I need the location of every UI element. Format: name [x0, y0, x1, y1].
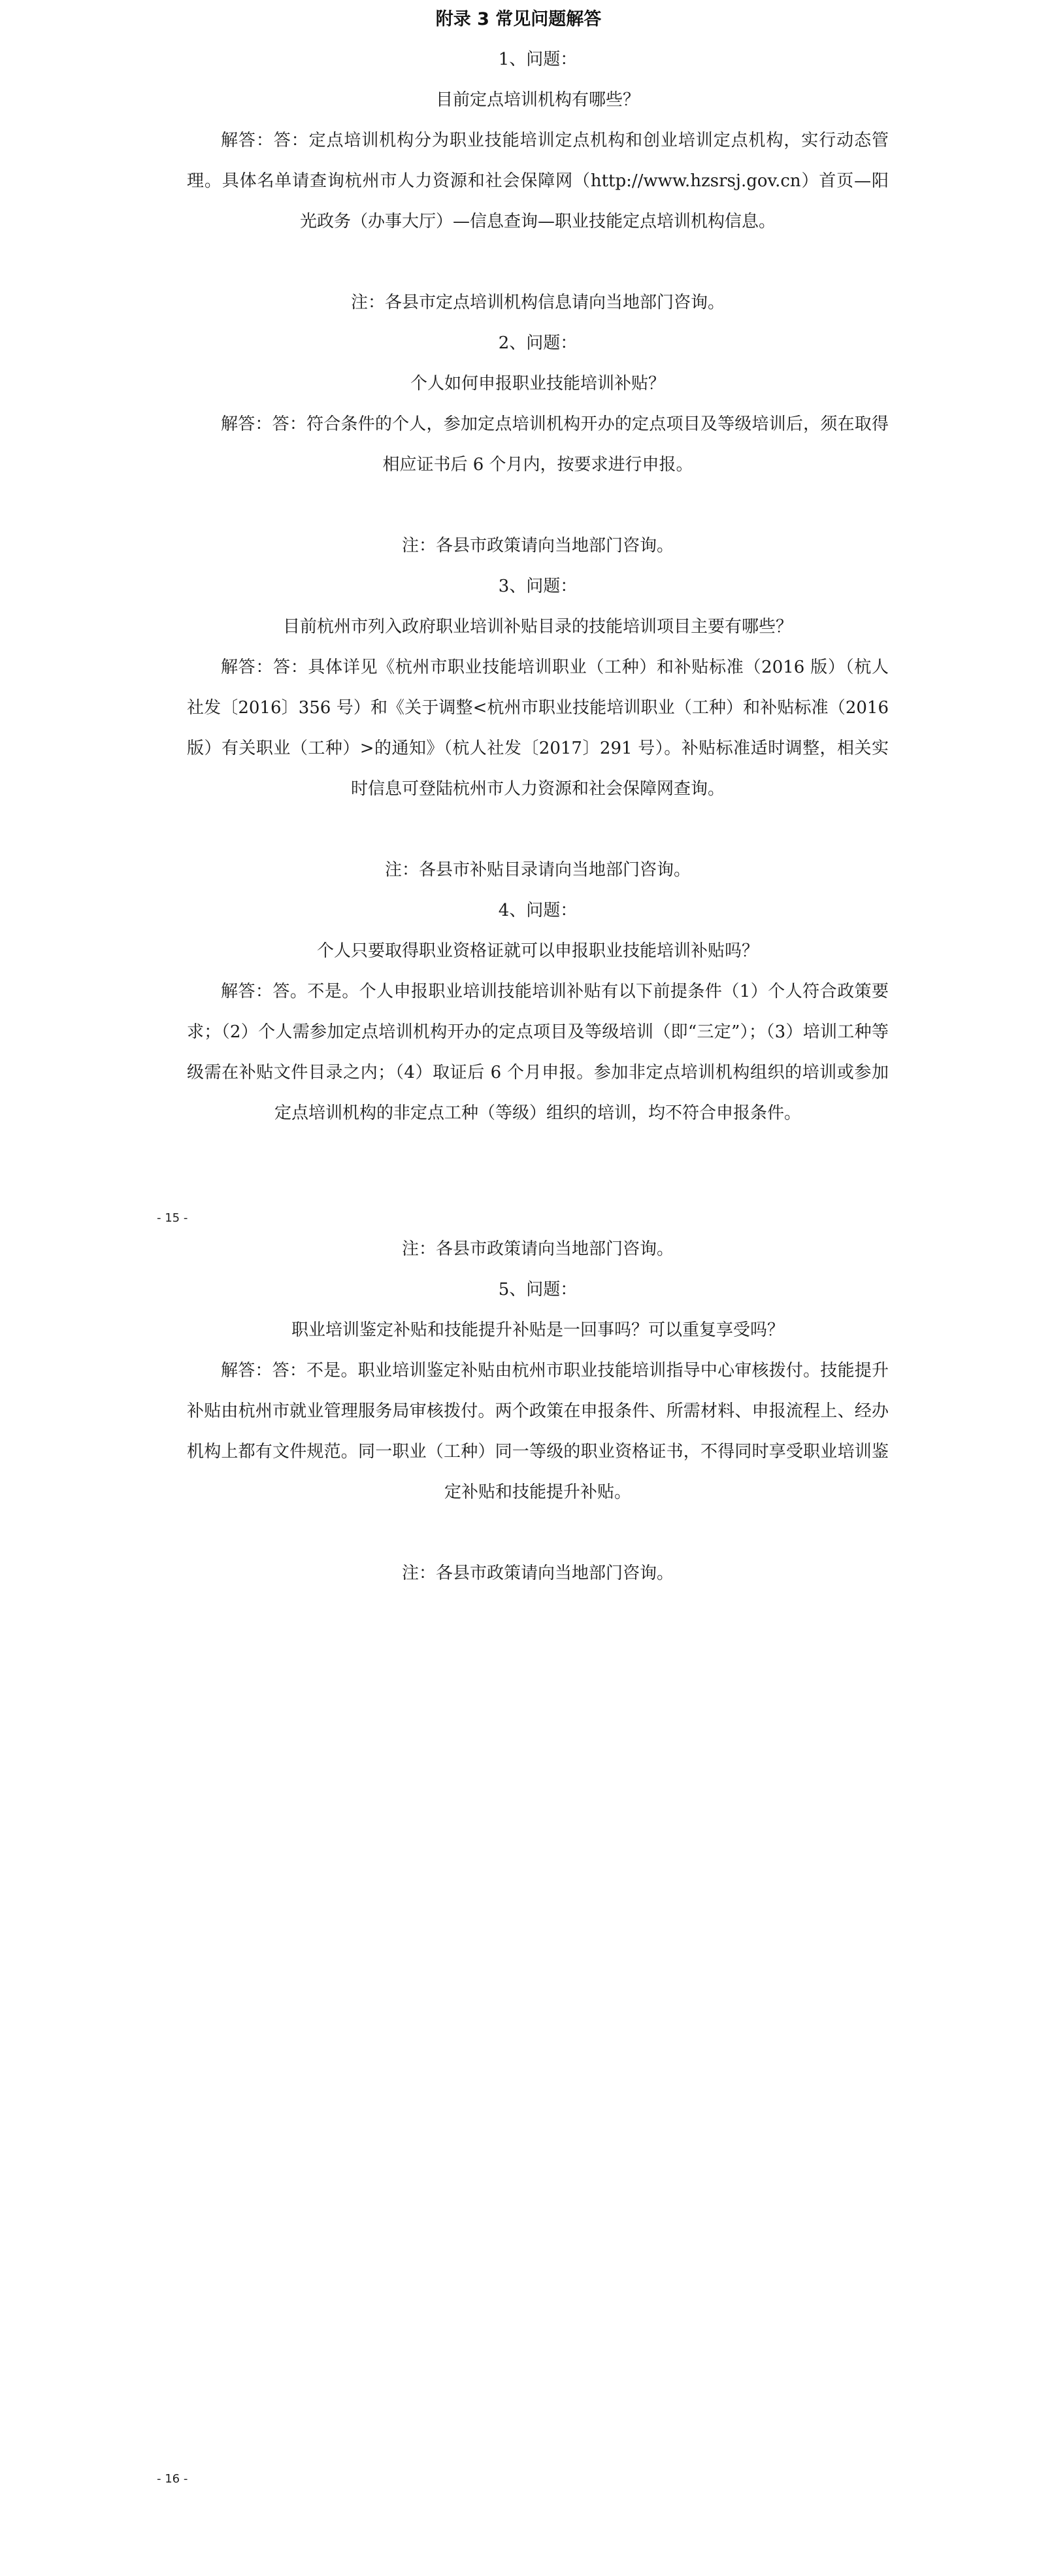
faq-item-4	[187, 890, 889, 1133]
question-number: 5、问题：	[498, 1280, 578, 1299]
document-page-15	[0, 0, 1037, 1229]
question-text: 职业培训鉴定补贴和技能提升补贴是一回事吗？可以重复享受吗？	[291, 1320, 784, 1340]
question-number: 4、问题：	[498, 901, 578, 920]
answer-text: 解答：答。不是。个人申报职业培训技能培训补贴有以下前提条件（1）个人符合政策要求；（2）个人需参加定点培训机构开办的定点项目及等级培训（即“三定”）；（3）培训工种等级需在补贴文件目录之内；（4）取证后 6 个月申报。参加非定点培训机构组织的培训或参加定点培训机构的非定点工种（等级）组织的培训，均不符合申报条件。	[187, 982, 889, 1123]
question-number: 1、问题：	[498, 50, 578, 69]
faq-item-1	[187, 39, 889, 323]
document-title: 附录 3 常见问题解答	[435, 9, 602, 29]
question-text: 个人如何申报职业技能培训补贴？	[410, 374, 665, 393]
faq-item-2	[187, 323, 889, 566]
answer-text: 解答：答：定点培训机构分为职业技能培训定点机构和创业培训定点机构，实行动态管理。具体名单请查询杭州市人力资源和社会保障网（http://www.hzsrsj.gov.cn）首页—阳光政务（办事大厅）—信息查询—职业技能定点培训机构信息。	[187, 131, 889, 231]
question-number: 3、问题：	[498, 577, 578, 596]
page-number: - 16 -	[157, 2472, 188, 2486]
question-text: 目前杭州市列入政府职业培训补贴目录的技能培训项目主要有哪些？	[282, 617, 793, 637]
note-text: 注：各县市政策请向当地部门咨询。	[401, 1239, 674, 1259]
note-text: 注：各县市定点培训机构信息请向当地部门咨询。	[350, 293, 725, 312]
question-number: 2、问题：	[498, 333, 578, 353]
page-number: - 15 -	[157, 1211, 188, 1225]
faq-content-page-15	[187, 39, 889, 1133]
document-page-16	[0, 1229, 1037, 2576]
note-text: 注：各县市政策请向当地部门咨询。	[401, 1564, 674, 1583]
question-text: 目前定点培训机构有哪些？	[435, 90, 640, 110]
note-text: 注：各县市补贴目录请向当地部门咨询。	[384, 860, 691, 880]
faq-item-3	[187, 566, 889, 890]
faq-content-page-16	[187, 1229, 889, 1594]
answer-text: 解答：答：具体详见《杭州市职业技能培训职业（工种）和补贴标准（2016 版）（杭人社发〔2016〕356 号）和《关于调整<杭州市职业技能培训职业（工种）和补贴标准（2016 版）有关职业（工种）>的通知》（杭人社发〔2017〕291 号）。补贴标准适时调整，相关实时信息可登陆杭州市人力资源和社会保障网查询。	[187, 658, 889, 799]
question-text: 个人只要取得职业资格证就可以申报职业技能培训补贴吗？	[316, 941, 759, 961]
note-text: 注：各县市政策请向当地部门咨询。	[401, 536, 674, 556]
faq-item-5	[187, 1269, 889, 1594]
answer-text: 解答：答：不是。职业培训鉴定补贴由杭州市职业技能培训指导中心审核拨付。技能提升补贴由杭州市就业管理服务局审核拨付。两个政策在申报条件、所需材料、申报流程上、经办机构上都有文件规范。同一职业（工种）同一等级的职业资格证书，不得同时享受职业培训鉴定补贴和技能提升补贴。	[187, 1361, 889, 1502]
answer-text: 解答：答：符合条件的个人，参加定点培训机构开办的定点项目及等级培训后，须在取得相应证书后 6 个月内，按要求进行申报。	[221, 414, 889, 475]
